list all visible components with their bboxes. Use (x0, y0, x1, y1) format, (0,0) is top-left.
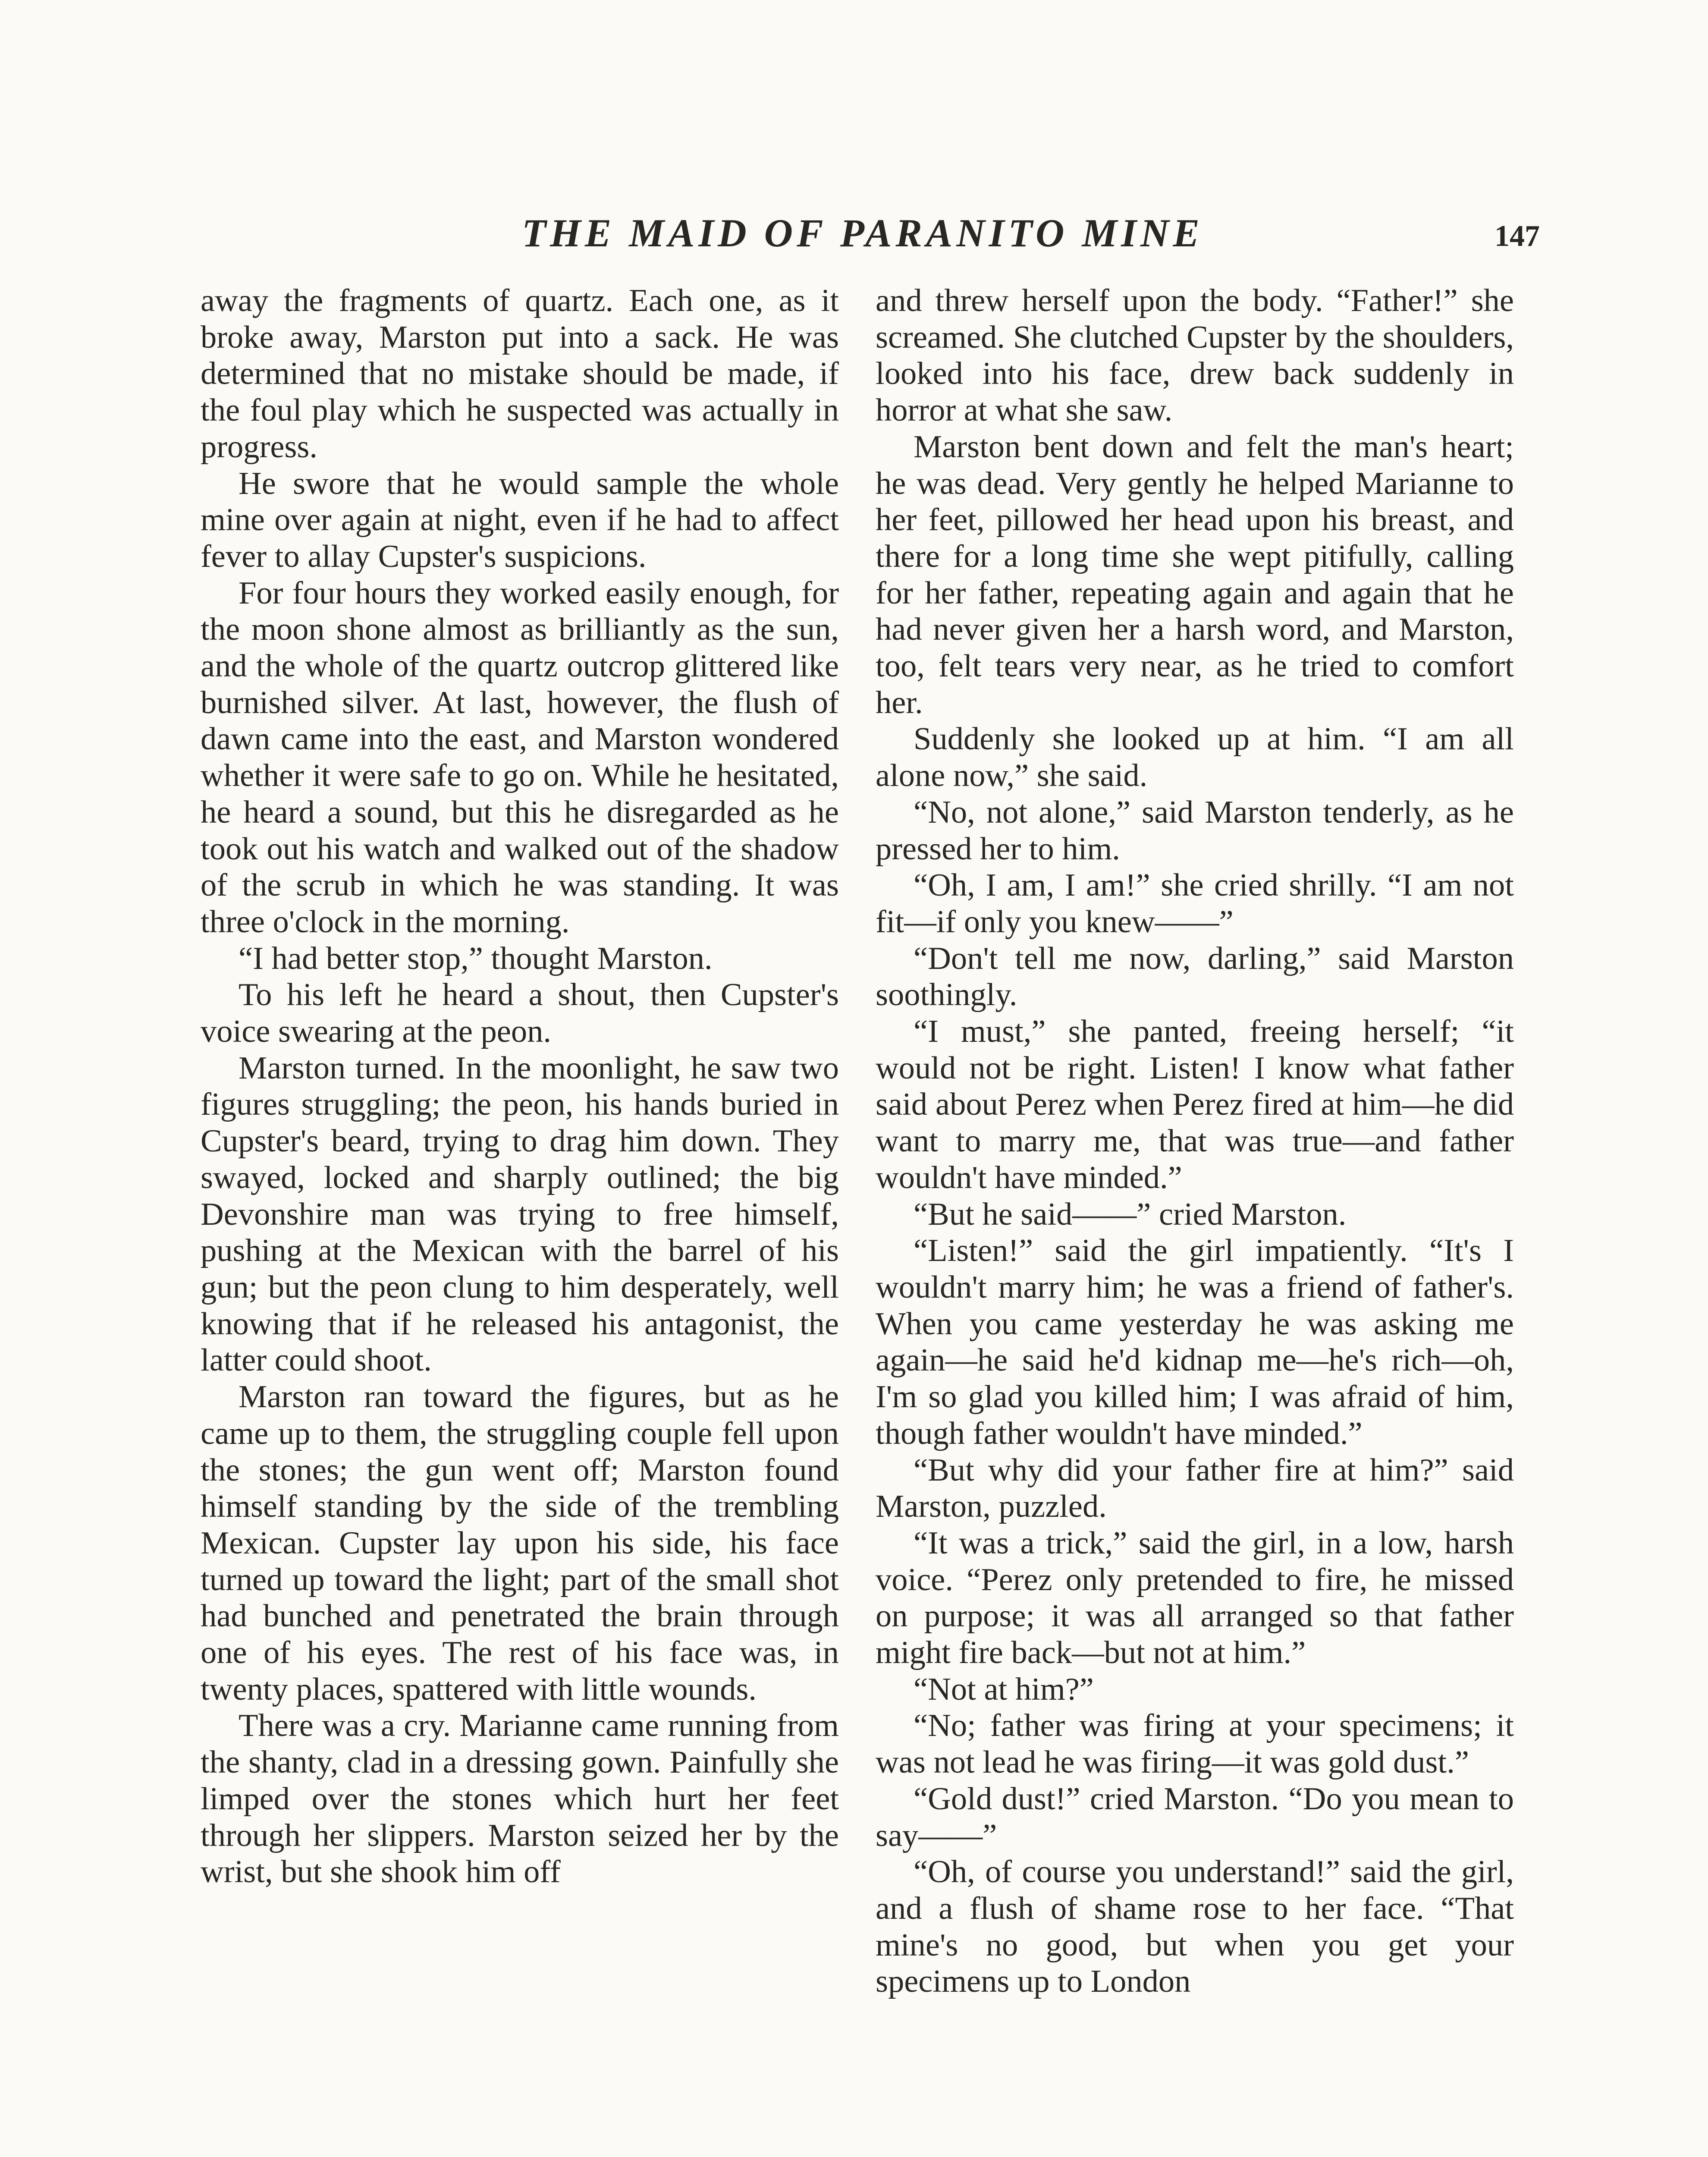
paragraph: There was a cry. Marianne came running from the shanty, clad in a dressing gown. Painfully she limped over the stones which hurt her feet through her slippers. Marston seized her by the wrist, but she shook him off (201, 1708, 839, 1890)
running-title: THE MAID OF PARANITO MINE (522, 211, 1203, 255)
paragraph: “It was a trick,” said the girl, in a low, harsh voice. “Perez only pretended to fire, he missed on purpose; it was all arranged so that father might fire back—but not at him.” (876, 1525, 1514, 1671)
paragraph: away the fragments of quartz. Each one, as it broke away, Marston put into a sack. He was determined that no mistake should be made, if the foul play which he suspected was actually in progress. (201, 283, 839, 465)
paragraph: Marston turned. In the moonlight, he saw two figures struggling; the peon, his hands buried in Cupster's beard, trying to drag him down. They swayed, locked and sharply outlined; the big Devonshire man was trying to free himself, pushing at the Mexican with the barrel of his gun; but the peon clung to him desperately, well knowing that if he released his antagonist, the latter could shoot. (201, 1050, 839, 1378)
paragraph: “Oh, I am, I am!” she cried shrilly. “I am not fit—if only you knew——” (876, 868, 1514, 940)
paragraph: “Gold dust!” cried Marston. “Do you mean to say——” (876, 1781, 1514, 1853)
paragraph: “But he said——” cried Marston. (914, 1196, 1347, 1232)
left-column (201, 283, 839, 1890)
paragraph: “Not at him?” (914, 1671, 1094, 1707)
paragraph: Marston ran toward the figures, but as he came up to them, the struggling couple fell upon the stones; the gun went off; Marston found himself standing by the side of the trembling Mexican. Cupster lay upon his side, his face turned up toward the light; part of the small shot had bunched and penetrated the brain through one of his eyes. The rest of his face was, in twenty places, spattered with little wounds. (201, 1379, 839, 1707)
paragraph: Suddenly she looked up at him. “I am all alone now,” she said. (876, 721, 1514, 794)
paragraph: “I must,” she panted, freeing herself; “it would not be right. Listen! I know what father said about Perez when Perez fired at him—he did want to marry me, that was true—and father wouldn't have minded.” (876, 1014, 1514, 1195)
running-header (0, 203, 1708, 263)
paragraph: Marston bent down and felt the man's heart; he was dead. Very gently he helped Marianne to her feet, pillowed her head upon his breast, and there for a long time she wept pitifully, calling for her father, repeating again and again that he had never given her a harsh word, and Marston, too, felt tears very near, as he tried to comfort her. (876, 429, 1514, 720)
paragraph: “Oh, of course you understand!” said the girl, and a flush of shame rose to her face. “That mine's no good, but when you get your specimens up to London (876, 1854, 1514, 2000)
paragraph: He swore that he would sample the whole mine over again at night, even if he had to affect fever to allay Cupster's suspicions. (201, 465, 839, 574)
paragraph: “Listen!” said the girl impatiently. “It's I wouldn't marry him; he was a friend of father's. When you came yesterday he was asking me again—he said he'd kidnap me—he's rich—oh, I'm so glad you killed him; I was afraid of him, though father wouldn't have minded.” (876, 1233, 1514, 1451)
paragraph: and threw herself upon the body. “Father!” she screamed. She clutched Cupster by the shoulders, looked into his face, drew back suddenly in horror at what she saw. (876, 283, 1514, 428)
paragraph: “Don't tell me now, darling,” said Marston soothingly. (876, 940, 1514, 1013)
page-number: 147 (1494, 220, 1540, 253)
paragraph: “No, not alone,” said Marston tenderly, as he pressed her to him. (876, 794, 1514, 867)
paragraph: “I had better stop,” thought Marston. (239, 940, 713, 976)
paragraph: For four hours they worked easily enough, for the moon shone almost as brilliantly as the sun, and the whole of the quartz outcrop glittered like burnished silver. At last, however, the flush of dawn came into the east, and Marston wondered whether it were safe to go on. While he hesitated, he heard a sound, but this he disregarded as he took out his watch and walked out of the shadow of the scrub in which he was standing. It was three o'clock in the morning. (201, 575, 839, 940)
right-column (876, 283, 1514, 2000)
paragraph: “No; father was firing at your specimens; it was not lead he was firing—it was gold dust.” (876, 1708, 1514, 1780)
paragraph: “But why did your father fire at him?” said Marston, puzzled. (876, 1452, 1514, 1525)
paragraph: To his left he heard a shout, then Cupster's voice swearing at the peon. (201, 977, 839, 1050)
